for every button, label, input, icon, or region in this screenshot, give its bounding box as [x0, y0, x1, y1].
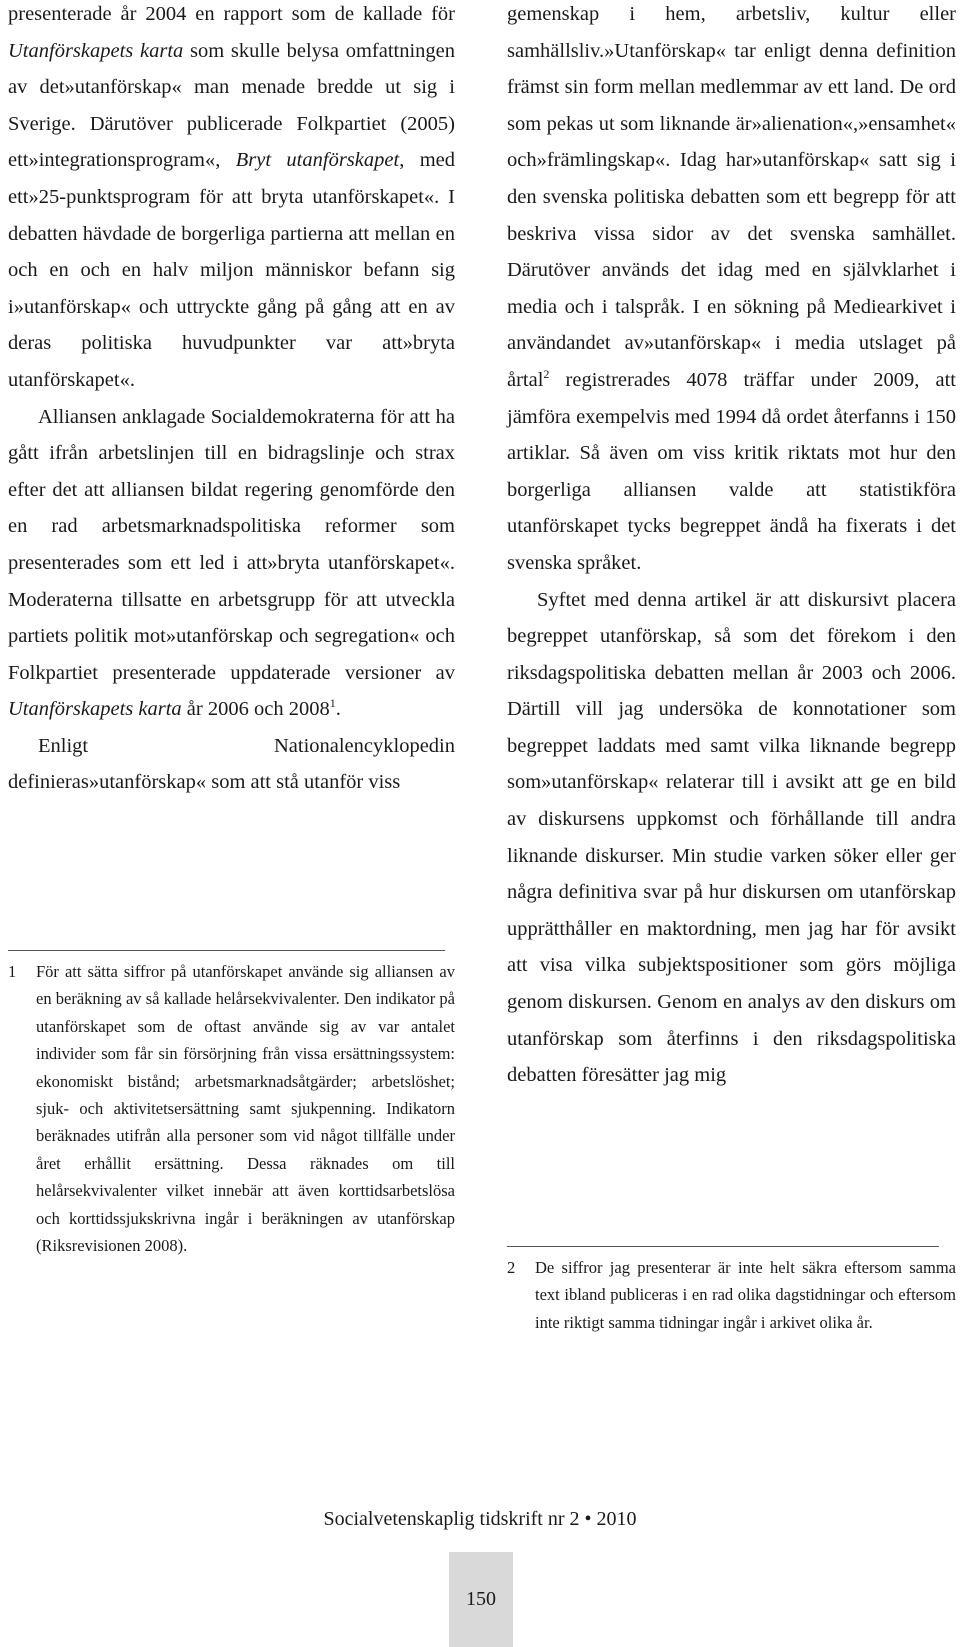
page-number: 150 [466, 1588, 496, 1610]
italic-title: Utanförskapets karta [8, 698, 182, 721]
left-paragraph-1: presenterade år 2004 en rapport som de kallade för Utanförskapets karta som skulle belysa omfattningen av det»utanförskap« man menade bredde ut sig i Sverige. Därutöver publicerade Folkpartiet (2005) ett»integrationsprogram«, Bryt utanförskapet, med ett»25-punktsprogram för att bryta utanförskapet«. I debatten hävdade de borgerliga partierna att mellan en och en och en halv miljon människor befann sig i»utanförskap« och uttryckte gång på gång att en av deras politiska huvudpunkter var att»bryta utanförskapet«. [8, 3, 456, 391]
journal-footer: Socialvetenskaplig tidskrift nr 2 • 2010 [323, 1508, 637, 1530]
page-number-box [449, 1552, 513, 1647]
footnote-text: För att sätta siffror på utanförskapet använde sig alliansen av en beräkning av så kallade helårsekvivalenter. Den indikator på utanförskapet som de oftast använde sig av var antalet individer som får sin försörjning från vissa ersättningssystem: ekonomiskt bistånd; arbetsmarknadsåtgärder; arbetslöshet; sjuk- och aktivitetsersättning samt sjukpenning. Indikatorn beräknades utifrån alla personer som vid något tillfälle under året erhållit ersättning. Dessa räknades om till helårsekvivalenter vilket innebär att även korttidsarbetslösa och korttidssjukskrivna ingår i beräkningen av utanförskap (Riksrevisionen 2008). [36, 962, 455, 1256]
right-paragraph-2: Syftet med denna artikel är att diskursivt placera begreppet utanförskap, så som det förekom i den riksdagspolitiska debatten mellan år 2003 och 2006. Därtill vill jag undersöka de konnotationer som begreppet laddats med samt vilka liknande begrepp som»utanförskap« relaterar till i avsikt att ge en bild av diskursens uppkomst och förhållande till andra liknande diskurser. Min studie varken söker eller ger några definitiva svar på hur diskursen om utanförskap upprätthåller en maktordning, men jag har för avsikt att visa vilka subjektspositioner som görs möjliga genom diskursen. Genom en analys av den diskurs om utanförskap som återfinns i den riksdagspolitiska debatten föresätter jag mig [507, 588, 956, 1087]
footnote-divider-left [8, 950, 445, 951]
italic-title: Bryt utanförskapet [235, 149, 400, 172]
footnote-text: De siffror jag presenterar är inte helt säkra eftersom samma text ibland publiceras i en rad olika dagstidningar och eftersom inte riktigt samma tidningar ingår i arkivet olika år. [535, 1258, 956, 1332]
right-column [507, 0, 956, 1094]
footnote-number: 1 [8, 962, 17, 981]
left-column [8, 0, 455, 801]
footnote-divider-right [507, 1246, 939, 1247]
right-paragraph-1: gemenskap i hem, arbetsliv, kultur eller samhällsliv.»Utanförskap« tar enligt denna definition främst sin form mellan medlemmar av ett land. De ord som pekas ut som liknande är»alienation«,»ensamhet« och»främlingskap«. Idag har»utanförskap« satt sig i den svenska politiska debatten som ett begrepp för att beskriva vissa sidor av det svenska samhället. Därutöver används det idag med en självklarhet i media och i talspråk. I en sökning på Mediearkivet i användandet av»utanförskap« i media utslaget på årtal$^2$ registrerades 4078 träffar under 2009, att jämföra exempelvis med 1994 då ordet återfanns i 150 artiklar. Så även om viss kritik riktats mot hur den borgerliga alliansen valde att statistikföra utanförskapet tycks begreppet ändå ha fixerats i det svenska språket. [507, 3, 956, 574]
left-paragraph-2: Alliansen anklagade Socialdemokraterna för att ha gått ifrån arbetslinjen till en bidragslinje och strax efter det att alliansen bildat regering genomförde den en rad arbetsmarknadspolitiska reformer som presenterades som ett led i att»bryta utanförskapet«. Moderaterna tillsatte en arbetsgrupp för att utveckla partiets politik mot»utanförskap och segregation« och Folkpartiet presenterade uppdaterade versioner av Utanförskapets karta år 2006 och 2008$^1$. [8, 405, 455, 721]
footnote-ref-2: 2 [543, 366, 550, 381]
footnote-number: 2 [507, 1258, 516, 1277]
left-paragraph-3: Enligt Nationalencyklopedin definieras»utanförskap« som att stå utanför viss [8, 734, 455, 794]
italic-title: Utanförskapets karta [8, 39, 184, 62]
footnote-ref-1: 1 [329, 696, 336, 711]
footnote-1 [8, 958, 455, 1259]
footnote-2 [507, 1254, 956, 1336]
